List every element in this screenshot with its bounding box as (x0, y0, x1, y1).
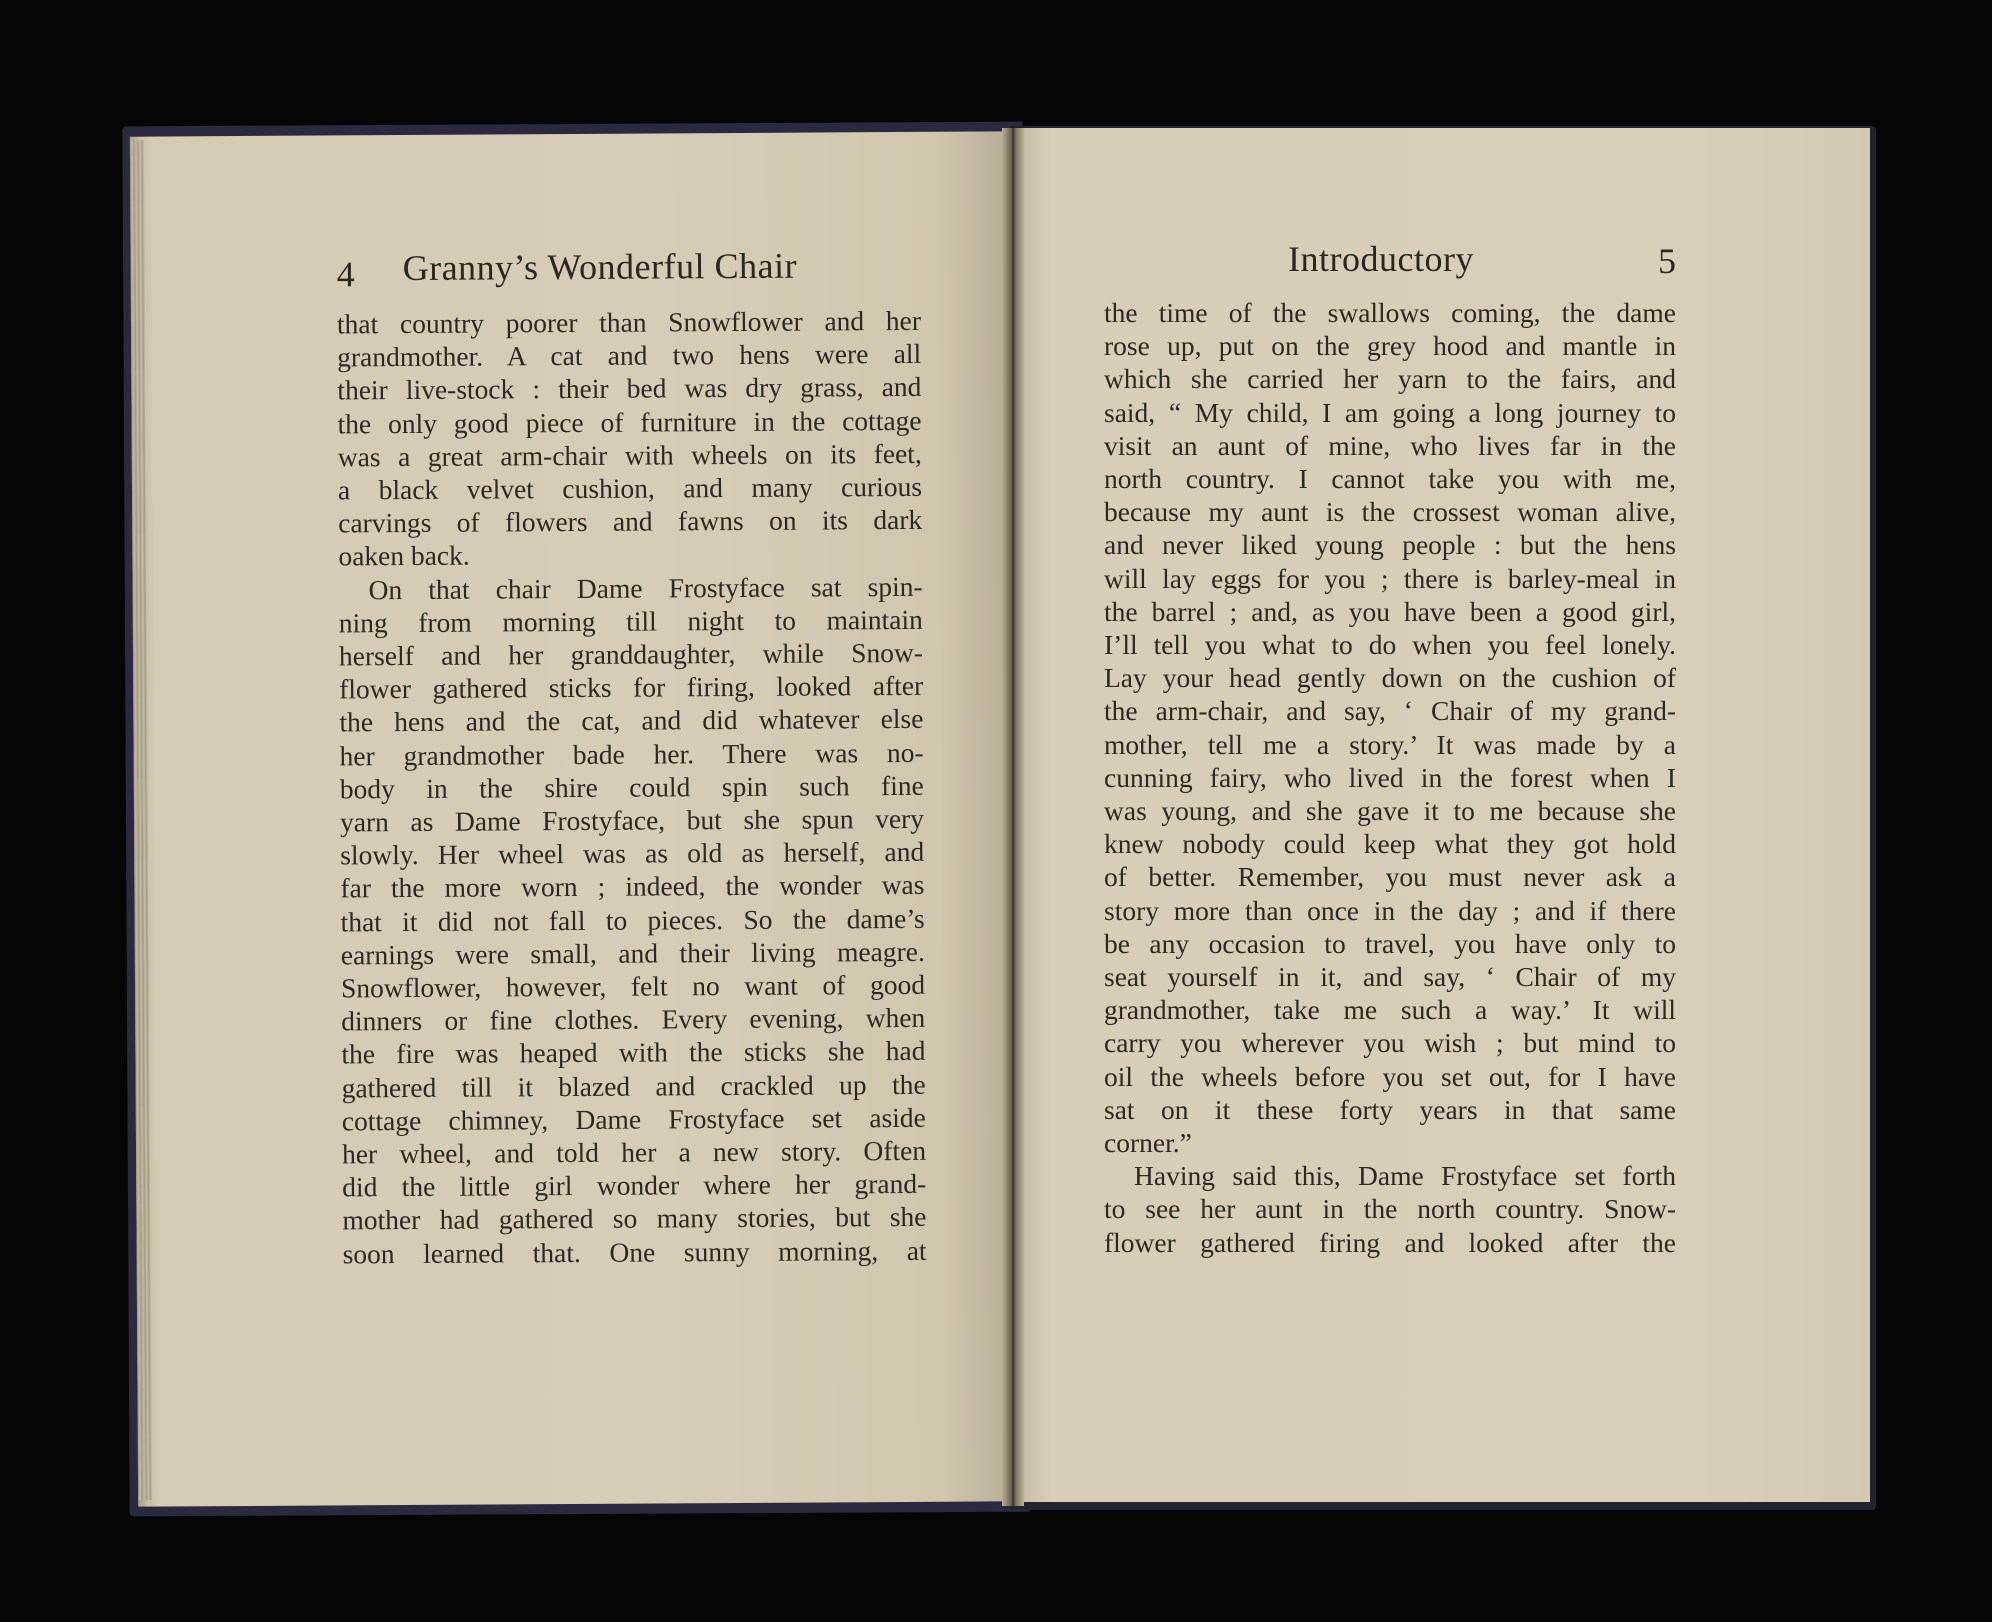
text-line: On that chair Dame Frostyface sat spin- (368, 570, 923, 605)
text-line: knew nobody could keep what they got hold (1104, 828, 1676, 860)
text-line: that country poorer than Snowflower and her (336, 304, 922, 340)
text-line: oil the wheels before you set out, for I have (1104, 1060, 1676, 1092)
text-line: the fire was heaped with the sticks she had (341, 1035, 926, 1070)
text-line: and never liked young people : but the hens (1104, 529, 1676, 561)
text-line: cottage chimney, Dame Frostyface set aside (341, 1101, 926, 1137)
text-line: because my aunt is the crossest woman alive, (1104, 496, 1676, 528)
text-line: the hens and the cat, and did whatever else (339, 703, 924, 738)
text-line: did the little girl wonder where her grand- (342, 1168, 927, 1203)
text-line: which she carried her yarn to the fairs, and (1104, 363, 1676, 395)
text-line: sat on it these forty years in that same (1104, 1093, 1676, 1125)
text-line: Lay your head gently down on the cushion of (1104, 662, 1676, 694)
text-line: was young, and she gave it to me because she (1104, 795, 1676, 827)
left-page (130, 131, 1014, 1506)
text-line: body in the shire could spin such fine (339, 769, 924, 805)
text-line: cunning fairy, who lived in the forest when I (1104, 761, 1676, 793)
text-line: I’ll tell you what to do when you feel lonely. (1104, 629, 1676, 661)
text-line: soon learned that. One sunny morning, at (342, 1234, 927, 1270)
text-line: herself and her granddaughter, while Snow- (338, 636, 924, 672)
text-line: corner.” (1104, 1127, 1192, 1159)
text-line: rose up, put on the grey hood and mantle in (1104, 330, 1676, 362)
text-line: was a great arm-chair with wheels on its feet, (337, 437, 922, 473)
text-line: that it did not fall to pieces. So the dame’s (340, 902, 925, 938)
text-line: slowly. Her wheel was as old as herself, and (340, 836, 925, 871)
text-line: far the more worn ; indeed, the wonder was (340, 869, 925, 904)
text-line: mother had gathered so many stories, but she (342, 1201, 927, 1236)
text-line: will lay eggs for you ; there is barley-meal in (1104, 562, 1676, 594)
text-line: the only good piece of furniture in the cottage (337, 404, 922, 440)
text-line: gathered till it blazed and crackled up the (341, 1068, 926, 1104)
right-page-text (1104, 296, 1676, 1259)
running-head-right: Introductory (1288, 239, 1474, 279)
text-line: flower gathered sticks for firing, looked after (339, 670, 924, 705)
text-line: north country. I cannot take you with me, (1104, 463, 1676, 495)
running-head-left: Granny’s Wonderful Chair (402, 245, 798, 289)
text-line: her grandmother bade her. There was no- (339, 736, 924, 772)
text-line: seat yourself in it, and say, ‘ Chair of my (1104, 961, 1676, 993)
text-line: visit an aunt of mine, who lives far in the (1104, 429, 1676, 461)
text-line: mother, tell me a story.’ It was made by a (1104, 728, 1676, 760)
text-line: the arm-chair, and say, ‘ Chair of my grand- (1104, 695, 1676, 727)
text-line: dinners or fine clothes. Every evening, when (341, 1002, 926, 1037)
text-line: earnings were small, and their living meagre. (340, 935, 925, 971)
text-line: story more than once in the day ; and if there (1104, 894, 1676, 926)
right-page (1012, 128, 1870, 1502)
text-line: oaken back. (338, 540, 470, 572)
text-line: said, “ My child, I am going a long journey to (1104, 396, 1676, 428)
text-line: their live-stock : their bed was dry grass, and (337, 371, 922, 406)
book-spine-gutter (1002, 128, 1024, 1506)
text-line: ning from morning till night to maintain (338, 603, 923, 639)
text-line: carry you wherever you wish ; but mind to (1104, 1027, 1676, 1059)
text-line: Having said this, Dame Frostyface set forth (1134, 1160, 1676, 1192)
text-line: yarn as Dame Frostyface, but she spun very (339, 802, 925, 838)
text-line: a black velvet cushion, and many curious (337, 470, 923, 506)
text-line: grandmother, take me such a way.’ It will (1104, 994, 1676, 1026)
text-line: the time of the swallows coming, the dame (1104, 297, 1676, 328)
text-line: the barrel ; and, as you have been a good girl, (1104, 595, 1676, 627)
text-line: of better. Remember, you must never ask a (1104, 861, 1676, 893)
text-line: carvings of flowers and fawns on its dark (338, 504, 923, 539)
text-line: be any occasion to travel, you have only to (1104, 927, 1676, 959)
text-line: flower gathered firing and looked after the (1104, 1226, 1676, 1258)
text-line: her wheel, and told her a new story. Often (341, 1134, 927, 1170)
page-number-left: 4 (336, 254, 355, 295)
text-line: grandmother. A cat and two hens were all (337, 338, 922, 373)
left-page-text (337, 304, 927, 1270)
text-line: to see her aunt in the north country. Snow- (1104, 1193, 1676, 1225)
page-number-right: 5 (1658, 241, 1676, 281)
text-line: Snowflower, however, felt no want of good (340, 968, 926, 1004)
